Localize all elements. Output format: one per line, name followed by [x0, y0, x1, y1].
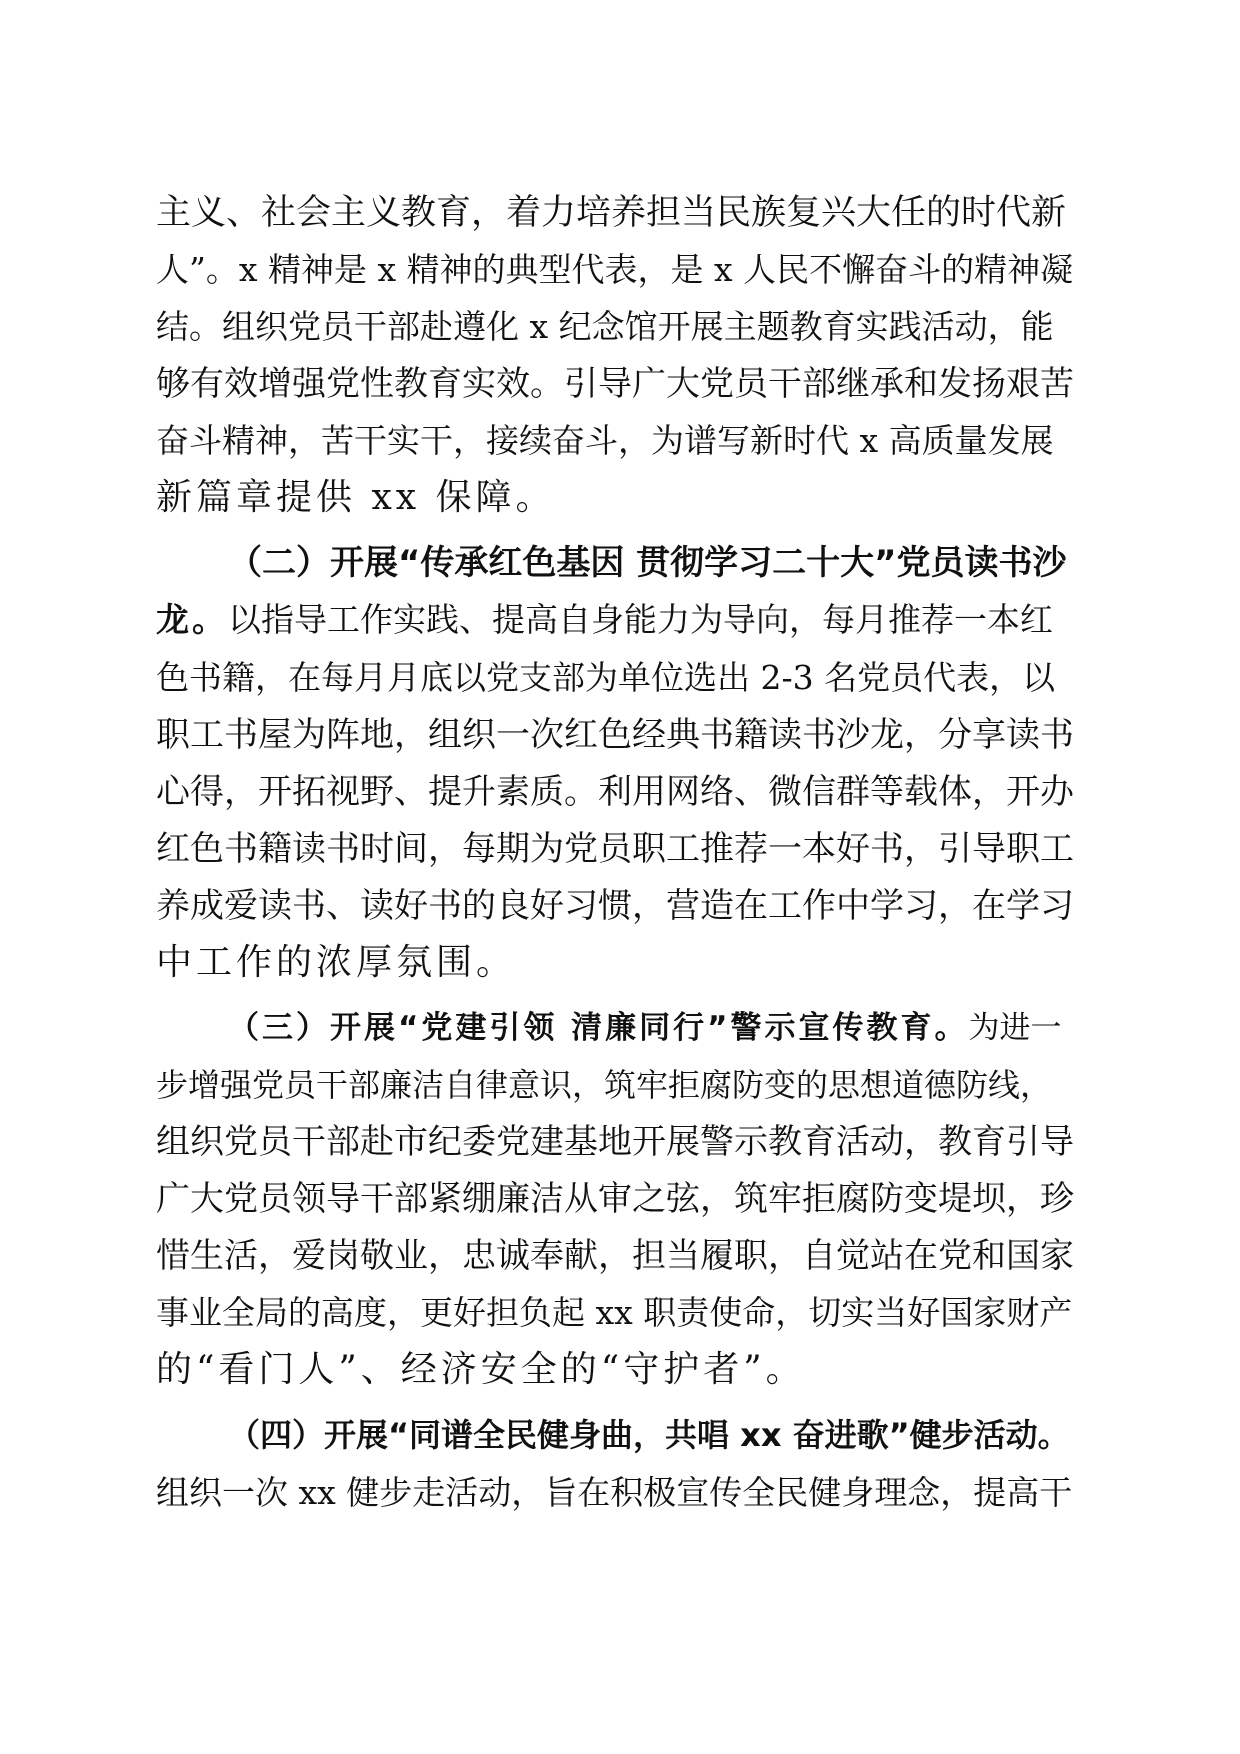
section-2-text: 以指导工作实践、提高自身能力为导向，每月推荐一本红 — [228, 600, 1053, 639]
paragraph-line: 结。组织党员干部赴遵化 x 纪念馆开展主题教育实践活动，能 — [156, 307, 1054, 346]
paragraph-line: 红色书籍读书时间，每期为党员职工推荐一本好书，引导职工 — [156, 829, 1074, 869]
paragraph-line: 组织一次 xx 健步走活动，旨在积极宣传全民健身理念，提高干 — [156, 1473, 1073, 1512]
section-3-first-line — [228, 998, 1076, 1058]
paragraph-line: 惜生活，爱岗敬业，忠诚奉献，担当履职，自觉站在党和国家 — [156, 1236, 1074, 1276]
paragraph-line: 色书籍，在每月月底以党支部为单位选出 2-3 名党员代表，以 — [156, 658, 1056, 697]
paragraph-line: 主义、社会主义教育，着力培养担当民族复兴大任的时代新 — [156, 193, 1067, 233]
section-2-first-line — [156, 590, 1076, 650]
section-2-heading: （二）开展“传承红色基因 贯彻学习二十大”党员读书沙 — [228, 543, 1067, 583]
paragraph-line: 的“看门人”、经济安全的“守护者”。 — [156, 1349, 806, 1390]
paragraph-line: 步增强党员干部廉洁自律意识，筑牢拒腐防变的思想道德防线， — [156, 1066, 1053, 1104]
paragraph-line: 够有效增强党性教育实效。引导广大党员干部继承和发扬艰苦 — [156, 364, 1074, 404]
section-3-text: 为进一 — [968, 1010, 1062, 1046]
paragraph-line: 事业全局的高度，更好担负起 xx 职责使命，切实当好国家财产 — [156, 1293, 1073, 1332]
paragraph-line: 职工书屋为阵地，组织一次红色经典书籍读书沙龙，分享读书 — [156, 715, 1074, 755]
paragraph-line: 人”。x 精神是 x 精神的典型代表，是 x 人民不懈奋斗的精神凝 — [156, 250, 1074, 289]
paragraph-line: 心得，开拓视野、提升素质。利用网络、微信群等载体，开办 — [156, 772, 1074, 812]
paragraph-line: 广大党员领导干部紧绷廉洁从审之弦，筑牢拒腐防变堤坝，珍 — [156, 1179, 1074, 1219]
section-4-heading: （四）开展“同谱全民健身曲，共唱 xx 奋进歌”健步活动。 — [228, 1416, 1070, 1454]
paragraph-line: 中工作的浓厚氛围。 — [156, 942, 517, 983]
section-2-heading-end: 龙。 — [156, 600, 228, 639]
paragraph-line: 奋斗精神，苦干实干，接续奋斗，为谱写新时代 x 高质量发展 — [156, 421, 1054, 460]
section-3-heading: （三）开展“党建引领 清廉同行”警示宣传教育。 — [228, 1010, 969, 1046]
paragraph-line: 组织党员干部赴市纪委党建基地开展警示教育活动，教育引导 — [156, 1122, 1074, 1162]
paragraph-line: 新篇章提供 xx 保障。 — [156, 477, 556, 518]
paragraph-line: 养成爱读书、读好书的良好习惯，营造在工作中学习，在学习 — [156, 886, 1074, 926]
